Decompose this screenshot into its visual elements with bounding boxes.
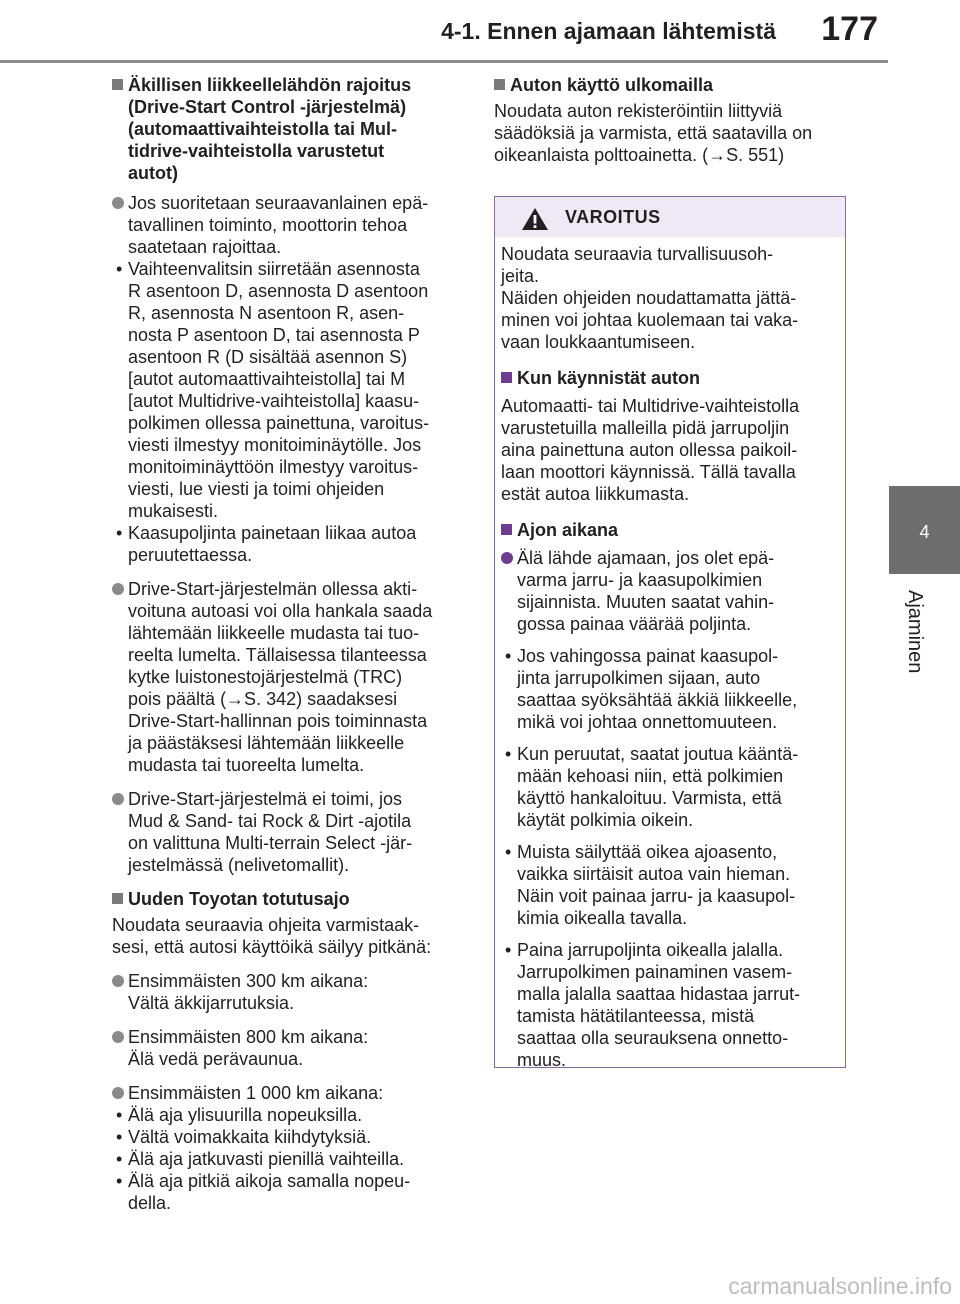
warning-heading-driving xyxy=(501,519,831,541)
dash-list-item xyxy=(112,1170,467,1214)
bullet-dot-icon xyxy=(112,1087,124,1099)
section-square-icon xyxy=(501,524,512,535)
text-line: säädöksiä ja varmista, että saatavilla on xyxy=(494,123,813,143)
text-line: Muista säilyttää oikea ajoasento, xyxy=(517,842,778,862)
text-line: Ensimmäisten 300 km aikana: xyxy=(128,971,369,991)
bullet-dot-icon xyxy=(112,197,124,209)
text-line: varustetuilla malleilla pidä jarrupoljin xyxy=(501,418,790,438)
bullet-item xyxy=(112,970,467,1014)
text-line: Drive-Start-järjestelmä ei toimi, jos xyxy=(128,789,403,809)
text-line: peruutettaessa. xyxy=(128,545,253,565)
text-line: Vaihteenvalitsin siirretään asennosta xyxy=(128,259,420,279)
text-line: viesti, lue viesti ja toimi ohjeiden xyxy=(128,479,385,499)
dash-list-item xyxy=(501,645,831,733)
text-line: lähtemään liikkeelle mudasta tai tuo- xyxy=(128,623,420,643)
dash-list-item xyxy=(501,743,831,831)
text-line: polkimen ollessa painettuna, varoitus- xyxy=(128,413,430,433)
text-line: Noudata seuraavia ohjeita varmistaak- xyxy=(112,915,420,935)
heading-line: (automaattivaihteistolla tai Mul- xyxy=(128,119,398,139)
text-line: Ensimmäisten 800 km aikana: xyxy=(128,1027,369,1047)
text-line: Noudata seuraavia turvallisuusoh- xyxy=(501,244,774,264)
text-line: aina painettuna auton ollessa paikoil- xyxy=(501,440,798,460)
text-line: Kun peruutat, saatat joutua kääntä- xyxy=(517,744,799,764)
section-heading-abroad xyxy=(494,74,850,96)
list-bullet: • xyxy=(505,940,512,960)
right-column xyxy=(494,74,850,170)
text-line: mään kehoasi niin, että polkimien xyxy=(517,766,784,786)
bullet-item xyxy=(112,1026,467,1070)
section-square-icon xyxy=(501,372,512,383)
bullet-item xyxy=(112,578,467,776)
text-line: muus. xyxy=(517,1050,567,1070)
bullet-dot-icon xyxy=(112,975,124,987)
left-column xyxy=(112,74,467,1214)
text-line: della. xyxy=(128,1193,172,1213)
heading-line: Äkillisen liikkeellelähdön rajoitus xyxy=(128,75,412,95)
text-line: Paina jarrupoljinta oikealla jalalla. xyxy=(517,940,784,960)
bullet-item xyxy=(112,788,467,876)
text-line: Drive-Start-järjestelmän ollessa akti- xyxy=(128,579,418,599)
text-line: gossa painaa väärää poljinta. xyxy=(517,614,752,634)
heading-line: autot) xyxy=(128,163,178,183)
warning-title: VAROITUS xyxy=(565,207,661,227)
dash-list-item xyxy=(112,1126,467,1148)
text-line: [autot automaattivaihteistolla] tai M xyxy=(128,369,406,389)
paragraph xyxy=(501,243,831,353)
list-bullet: • xyxy=(116,1171,123,1191)
bullet-item xyxy=(501,547,831,635)
list-bullet: • xyxy=(116,1127,123,1147)
text-line: mukaisesti. xyxy=(128,501,219,521)
watermark-text: carmanualsonline.info xyxy=(728,1273,952,1299)
dash-list-item xyxy=(112,258,467,522)
warning-body xyxy=(501,243,831,1077)
text-line: mikä voi johtaa onnettomuuteen. xyxy=(517,712,778,732)
warning-box xyxy=(494,196,846,1068)
text-line: Vältä voimakkaita kiihdytyksiä. xyxy=(128,1127,372,1147)
text-line: jinta jarrupolkimen sijaan, auto xyxy=(517,668,761,688)
text-line: tamista hätätilanteessa, mistä xyxy=(517,1006,755,1026)
page-header xyxy=(0,0,888,72)
text-line: Ensimmäisten 1 000 km aikana: xyxy=(128,1083,384,1103)
text-line: nosta P asentoon D, tai asennosta P xyxy=(128,325,420,345)
bullet-dot-icon xyxy=(112,793,124,805)
heading-line: Auton käyttö ulkomailla xyxy=(510,75,714,95)
text-line: tavallinen toiminto, moottorin tehoa xyxy=(128,215,408,235)
heading-line: (Drive-Start Control -järjestelmä) xyxy=(128,97,407,117)
chapter-side-label-text: Ajaminen xyxy=(904,590,926,674)
text-line: minen voi johtaa kuolemaan tai vaka- xyxy=(501,310,799,330)
text-line: Drive-Start-hallinnan pois toiminnasta xyxy=(128,711,428,731)
text-line: käyttö hankaloituu. Varmista, että xyxy=(517,788,782,808)
section-heading-drive-start xyxy=(112,74,467,184)
bullet-dot-icon xyxy=(501,552,513,564)
text-line: Automaatti- tai Multidrive-vaihteistolla xyxy=(501,396,800,416)
text-line: viesti ilmestyy monitoiminäytölle. Jos xyxy=(128,435,422,455)
heading-line: Kun käynnistät auton xyxy=(517,368,701,388)
text-line: mudasta tai tuoreelta lumelta. xyxy=(128,755,365,775)
text-line: Älä lähde ajamaan, jos olet epä- xyxy=(517,548,775,568)
text-line: asentoon R (D sisältää asennon S) xyxy=(128,347,408,367)
list-bullet: • xyxy=(505,744,512,764)
bullet-item xyxy=(112,1082,467,1104)
text-line: Noudata auton rekisteröintiin liittyviä xyxy=(494,101,783,121)
list-bullet: • xyxy=(505,842,512,862)
text-line: Älä aja pitkiä aikoja samalla nopeu- xyxy=(128,1171,411,1191)
chapter-side-label xyxy=(892,590,926,790)
paragraph xyxy=(112,914,467,958)
warning-triangle-icon xyxy=(521,207,549,231)
text-line: sijainnista. Muuten saatat vahin- xyxy=(517,592,775,612)
text-line: saatetaan rajoittaa. xyxy=(128,237,282,257)
text-line: kytke luistonestojärjestelmä (TRC) xyxy=(128,667,403,687)
text-line: Älä aja ylisuurilla nopeuksilla. xyxy=(128,1105,363,1125)
text-line: vaan loukkaantumiseen. xyxy=(501,332,696,352)
bullet-item xyxy=(112,192,467,258)
text-line: reelta lumelta. Tällaisessa tilanteessa xyxy=(128,645,427,665)
chapter-title: 4-1. Ennen ajamaan lähtemistä xyxy=(441,18,776,44)
dash-list-item xyxy=(112,522,467,566)
dash-list-item xyxy=(112,1104,467,1126)
text-line: Vältä äkkijarrutuksia. xyxy=(128,993,295,1013)
section-square-icon xyxy=(112,893,123,904)
text-line: monitoiminäyttöön ilmestyy varoitus- xyxy=(128,457,419,477)
list-bullet: • xyxy=(116,1149,123,1169)
text-line: oikeanlaista polttoainetta. (→S. 551) xyxy=(494,145,785,165)
text-line: jestelmässä (nelivetomallit). xyxy=(128,855,350,875)
chapter-tab xyxy=(889,486,960,574)
text-line: ja päästäksesi lähtemään liikkeelle xyxy=(128,733,405,753)
text-line: Kaasupoljinta painetaan liikaa autoa xyxy=(128,523,417,543)
text-line: Jos vahingossa painat kaasupol- xyxy=(517,646,779,666)
heading-line: Uuden Toyotan totutusajo xyxy=(128,889,350,909)
bullet-dot-icon xyxy=(112,1031,124,1043)
text-line: varma jarru- ja kaasupolkimien xyxy=(517,570,763,590)
warning-heading-start xyxy=(501,367,831,389)
page-number: 177 xyxy=(821,10,878,48)
list-bullet: • xyxy=(505,646,512,666)
dash-list-item xyxy=(112,1148,467,1170)
text-line: Älä aja jatkuvasti pienillä vaihteilla. xyxy=(128,1149,405,1169)
text-line: saattaa olla seurauksena onnetto- xyxy=(517,1028,789,1048)
text-line: estät autoa liikkumasta. xyxy=(501,484,690,504)
list-bullet: • xyxy=(116,1105,123,1125)
text-line: on valittuna Multi-terrain Select -jär- xyxy=(128,833,413,853)
list-bullet: • xyxy=(116,259,123,279)
text-line: sesi, että autosi käyttöikä säilyy pitkänä: xyxy=(112,937,432,957)
text-line: vaikka siirtäisit autoa vain hieman. xyxy=(517,864,791,884)
text-line: malla jalalla saattaa hidastaa jarrut- xyxy=(517,984,801,1004)
heading-line: Ajon aikana xyxy=(517,520,619,540)
text-line: laan moottori käynnissä. Tällä tavalla xyxy=(501,462,796,482)
text-line: Jarrupolkimen painaminen vasem- xyxy=(517,962,793,982)
text-line: pois päältä (→S. 342) saadaksesi xyxy=(128,689,398,709)
text-line: voituna autoasi voi olla hankala saada xyxy=(128,601,433,621)
bullet-dot-icon xyxy=(112,583,124,595)
text-line: Jos suoritetaan seuraavanlainen epä- xyxy=(128,193,429,213)
text-line: käytät polkimia oikein. xyxy=(517,810,694,830)
text-line: R, asennosta N asentoon R, asen- xyxy=(128,303,405,323)
section-heading-break-in xyxy=(112,888,467,910)
section-square-icon xyxy=(494,79,505,90)
text-line: R asentoon D, asennosta D asentoon xyxy=(128,281,429,301)
paragraph xyxy=(501,395,831,505)
paragraph xyxy=(494,100,850,166)
text-line: Näin voit painaa jarru- ja kaasupol- xyxy=(517,886,796,906)
heading-line: tidrive-vaihteistolla varustetut xyxy=(128,141,385,161)
text-line: jeita. xyxy=(501,266,540,286)
header-rule xyxy=(0,60,888,63)
text-line: Älä vedä perävaunua. xyxy=(128,1049,304,1069)
dash-list-item xyxy=(501,939,831,1071)
text-line: saattaa syöksähtää äkkiä liikkeelle, xyxy=(517,690,798,710)
text-line: kimia oikealla tavalla. xyxy=(517,908,688,928)
text-line: Näiden ohjeiden noudattamatta jättä- xyxy=(501,288,797,308)
section-square-icon xyxy=(112,79,123,90)
text-line: [autot Multidrive-vaihteistolla] kaasu- xyxy=(128,391,420,411)
dash-list-item xyxy=(501,841,831,929)
text-line: Mud & Sand- tai Rock & Dirt -ajotila xyxy=(128,811,412,831)
chapter-tab-number: 4 xyxy=(919,522,930,542)
list-bullet: • xyxy=(116,523,123,543)
warning-header xyxy=(495,197,845,237)
